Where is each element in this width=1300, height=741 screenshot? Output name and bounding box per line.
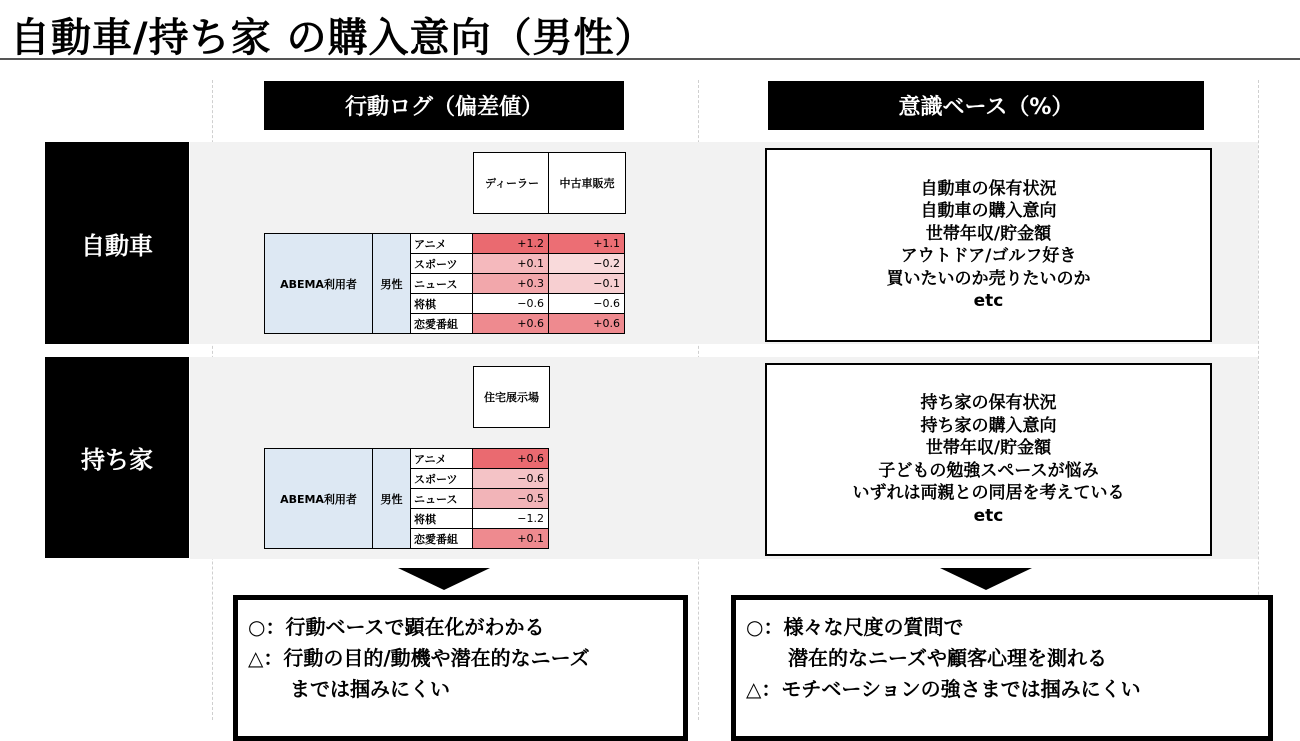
behavior-column-header xyxy=(264,81,624,130)
value-cell: −0.6 xyxy=(473,294,549,314)
awareness-item: 世帯年収/貯金額 xyxy=(925,223,1052,244)
summary-pro: ○：様々な尺度の質問で xyxy=(746,615,964,639)
value-cell: +0.1 xyxy=(473,529,549,549)
house-header-showroom xyxy=(473,366,550,428)
car-awareness-box xyxy=(765,148,1212,342)
car-row-header-text: 自動車 xyxy=(81,231,153,260)
summary-pro: ○：行動ベースで顕在化がわかる xyxy=(248,615,545,639)
summary-con: △：モチベーションの強さまでは掴みにくい xyxy=(746,677,1141,701)
title-divider xyxy=(0,58,1300,60)
awareness-item: いずれは両親との同居を考えている xyxy=(852,483,1125,503)
down-arrow-icon xyxy=(398,568,490,590)
car-header-used-car xyxy=(548,152,626,214)
category-cell: 恋愛番組 xyxy=(411,529,473,549)
value-cell: +0.3 xyxy=(473,274,549,294)
car-data-table xyxy=(264,233,625,334)
value-cell: +1.2 xyxy=(473,234,549,254)
value-cell: −0.2 xyxy=(549,254,625,274)
car-row-header xyxy=(45,142,189,344)
awareness-item: 持ち家の購入意向 xyxy=(920,415,1057,436)
category-cell: ニュース xyxy=(411,274,473,294)
summary-pro-continued: 潜在的なニーズや顧客心理を測れる xyxy=(788,646,1107,670)
awareness-column-header xyxy=(768,81,1204,130)
car-header-dealer-text: ディーラー xyxy=(484,177,540,190)
segment-label: ABEMA利用者 xyxy=(280,277,357,291)
awareness-item: 世帯年収/貯金額 xyxy=(925,438,1052,458)
house-row-header xyxy=(45,357,189,558)
gender-cell xyxy=(373,234,411,334)
awareness-item: 子どもの勉強スペースが悩み xyxy=(878,460,1099,481)
value-cell: −0.6 xyxy=(549,294,625,314)
segment-label: ABEMA利用者 xyxy=(280,492,357,506)
category-cell: ニュース xyxy=(411,489,473,509)
house-header-showroom-text: 住宅展示場 xyxy=(484,391,539,404)
summary-con: △：行動の目的/動機や潜在的なニーズ xyxy=(248,646,590,670)
table-row xyxy=(265,234,625,254)
value-cell: +1.1 xyxy=(549,234,625,254)
category-cell: 恋愛番組 xyxy=(411,314,473,334)
awareness-item: etc xyxy=(973,505,1004,526)
awareness-column-header-text: 意識ベース（%） xyxy=(898,95,1074,120)
awareness-item: アウトドア/ゴルフ好き xyxy=(900,246,1077,266)
car-header-dealer xyxy=(473,152,551,214)
awareness-item: 自動車の購入意向 xyxy=(920,201,1057,221)
value-cell: +0.6 xyxy=(473,314,549,334)
category-cell: アニメ xyxy=(411,234,473,254)
house-awareness-box xyxy=(765,363,1212,556)
awareness-item: 買いたいのか売りたいのか xyxy=(886,268,1091,289)
awareness-item: etc xyxy=(973,291,1004,311)
gender-label: 男性 xyxy=(380,492,403,506)
house-data-table xyxy=(264,448,549,549)
segment-cell xyxy=(265,234,373,334)
table-row xyxy=(265,449,549,469)
car-header-used-car-text: 中古車販売 xyxy=(559,177,615,190)
behavior-summary-box xyxy=(233,595,688,741)
gender-cell xyxy=(373,449,411,549)
house-row-header-text: 持ち家 xyxy=(81,446,153,474)
gender-label: 男性 xyxy=(380,277,403,291)
category-cell: 将棋 xyxy=(411,294,473,314)
awareness-item: 持ち家の保有状況 xyxy=(920,393,1057,413)
value-cell: −0.5 xyxy=(473,489,549,509)
value-cell: +0.6 xyxy=(549,314,625,334)
segment-cell xyxy=(265,449,373,549)
value-cell: +0.6 xyxy=(473,449,549,469)
down-arrow-icon xyxy=(940,568,1032,590)
value-cell: −0.1 xyxy=(549,274,625,294)
awareness-item: 自動車の保有状況 xyxy=(920,178,1057,199)
page-title: 自動車/持ち家 の購入意向（男性） xyxy=(10,15,656,61)
awareness-summary-box xyxy=(731,595,1273,741)
value-cell: +0.1 xyxy=(473,254,549,274)
category-cell: スポーツ xyxy=(411,254,473,274)
behavior-column-header-text: 行動ログ（偏差値） xyxy=(344,95,543,120)
category-cell: 将棋 xyxy=(411,509,473,529)
summary-con-continued: までは掴みにくい xyxy=(290,677,450,701)
value-cell: −0.6 xyxy=(473,469,549,489)
category-cell: スポーツ xyxy=(411,469,473,489)
value-cell: −1.2 xyxy=(473,509,549,529)
category-cell: アニメ xyxy=(411,449,473,469)
